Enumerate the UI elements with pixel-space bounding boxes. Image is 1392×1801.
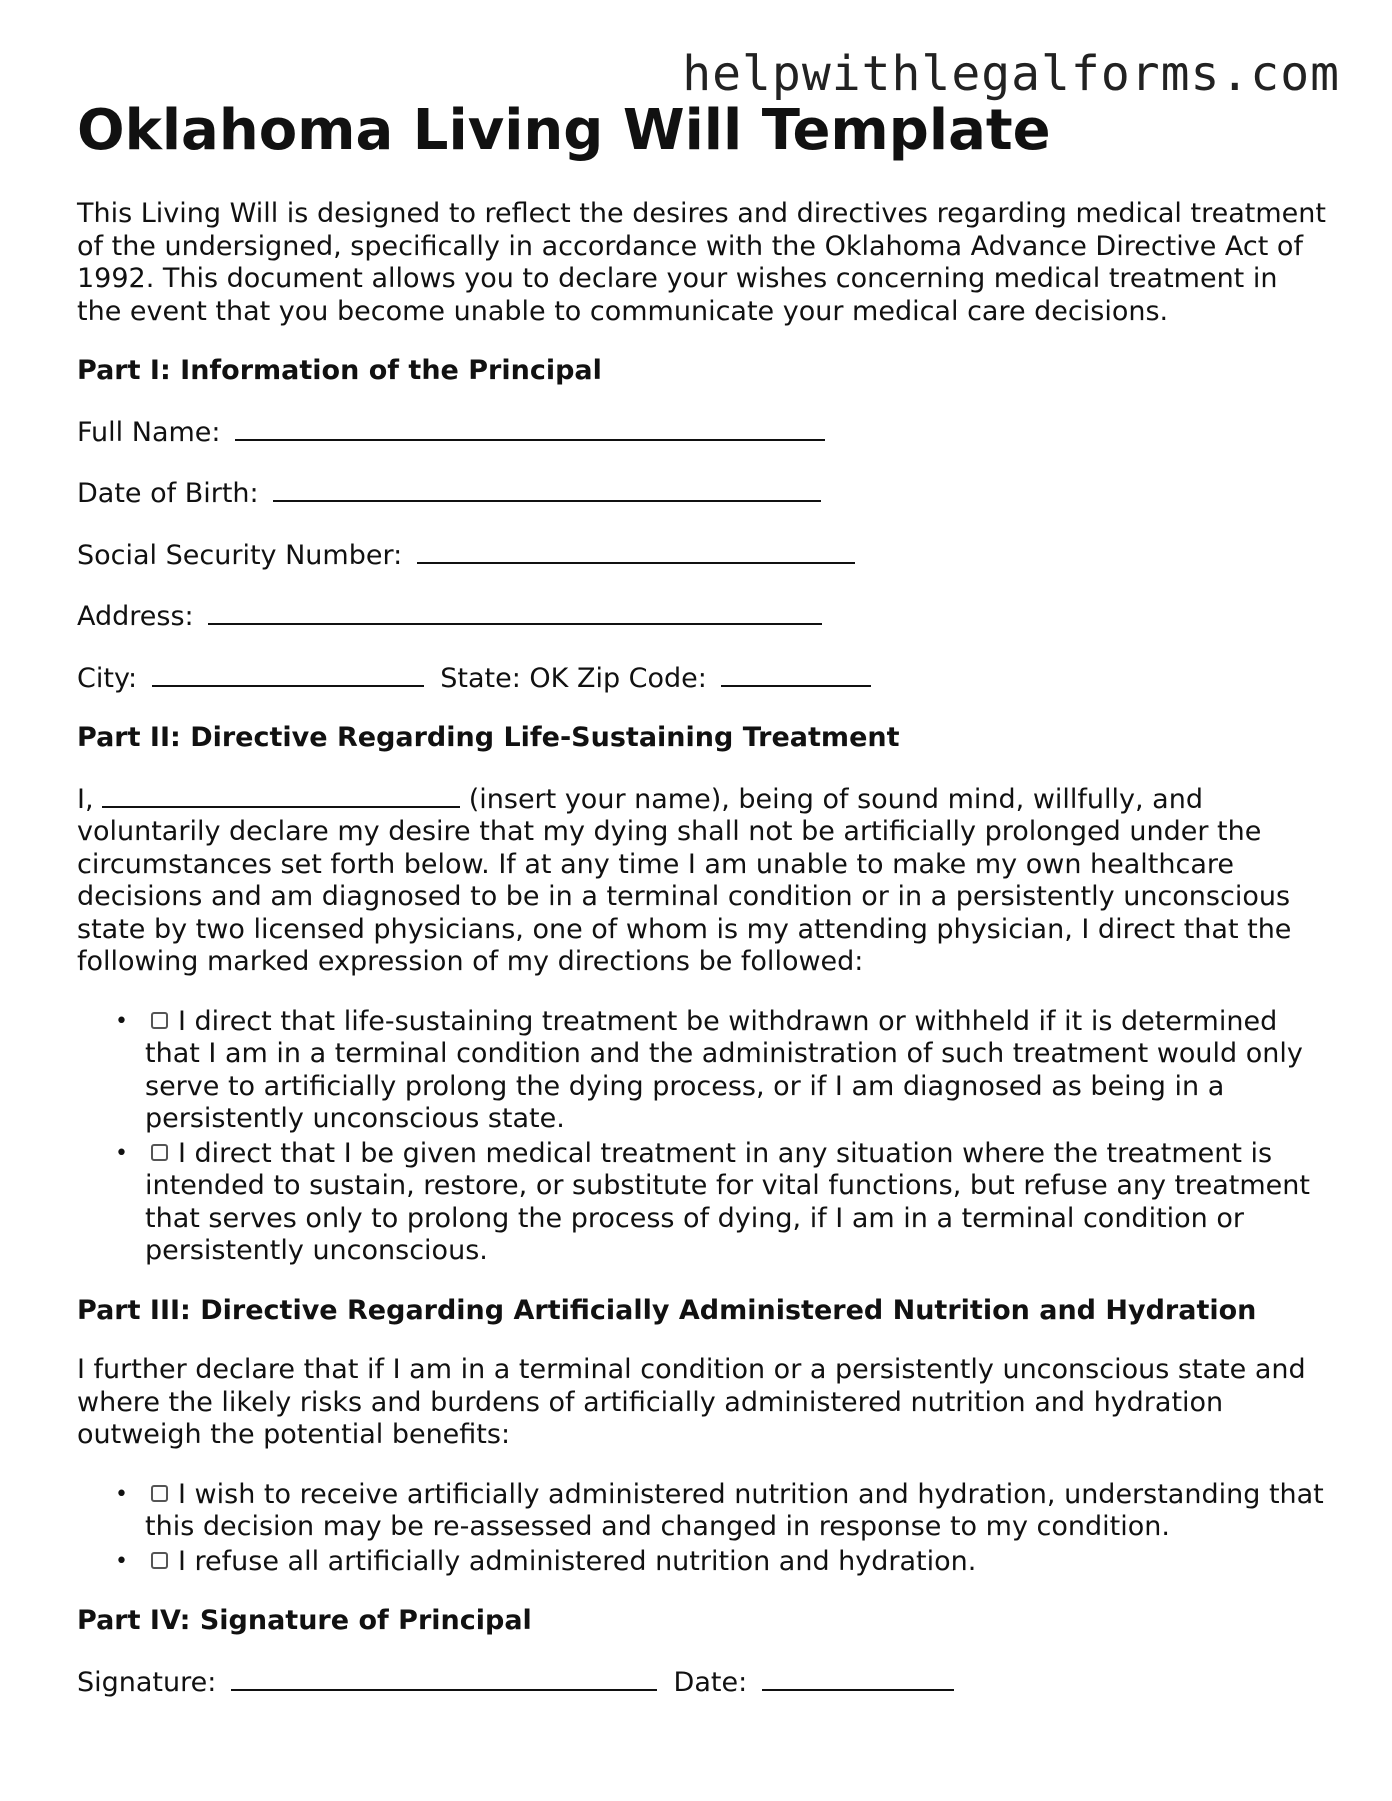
- full-name-field[interactable]: [235, 415, 825, 441]
- city-label: City:: [77, 662, 138, 694]
- option-text: I refuse all artificially administered nutrition and hydration.: [178, 1545, 977, 1577]
- part2-heading: Part II: Directive Regarding Life-Sustaining Treatment: [77, 722, 900, 753]
- part2-lead: I,: [77, 783, 94, 815]
- part2-options: [77, 1006, 1327, 1268]
- ssn-row: [77, 538, 1327, 573]
- dob-field[interactable]: [273, 476, 821, 502]
- document-title: Oklahoma Living Will Template: [77, 98, 1051, 163]
- site-watermark: helpwithlegalforms.com: [682, 46, 1340, 102]
- part3-options: [77, 1479, 1327, 1579]
- ssn-label: Social Security Number:: [77, 539, 403, 571]
- ssn-field[interactable]: [417, 538, 855, 564]
- checkbox-give-treatment[interactable]: [151, 1144, 168, 1161]
- part2-body: (insert your name), being of sound mind, willfully, and voluntarily declare my desire that my dying shall not be artificially prolonged under the circumstances set forth below. If at any time I am unable to make my own healthcare decisions and am diagnosed to be in a terminal condition or in a persistently unconscious state by two licensed physicians, one of whom is my attending physician, I direct that the following marked expression of my directions be followed:: [77, 783, 1292, 977]
- city-field[interactable]: [152, 661, 424, 687]
- list-item: [115, 1005, 1327, 1136]
- part1-heading: Part I: Information of the Principal: [77, 355, 602, 386]
- signature-field[interactable]: [231, 1665, 657, 1691]
- full-name-label: Full Name:: [77, 416, 221, 448]
- signature-label: Signature:: [77, 1666, 217, 1698]
- date-field[interactable]: [762, 1665, 954, 1691]
- list-item: [115, 1137, 1327, 1268]
- checkbox-withdraw-treatment[interactable]: [151, 1012, 168, 1029]
- dob-row: [77, 476, 1327, 511]
- list-item: [115, 1478, 1327, 1544]
- part4-heading: Part IV: Signature of Principal: [77, 1605, 532, 1636]
- declarant-name-field[interactable]: [102, 782, 460, 808]
- list-item: [115, 1545, 1327, 1579]
- checkbox-receive-nutrition[interactable]: [151, 1485, 168, 1502]
- full-name-row: [77, 415, 1327, 450]
- intro-paragraph: This Living Will is designed to reflect the desires and directives regarding medical treatment of the undersigned, specifically in accordance with the Oklahoma Advance Directive Act of 1992. This document allows you to declare your wishes concerning medical treatment in the event that you become unable to communicate your medical care decisions.: [77, 198, 1326, 327]
- option-text: I direct that I be given medical treatment in any situation where the treatment is intended to sustain, restore, or substitute for vital functions, but refuse any treatment that serves only to prolong the process of dying, if I am in a terminal condition or persistently unconscious.: [145, 1137, 1310, 1266]
- checkbox-refuse-nutrition[interactable]: [151, 1552, 168, 1569]
- address-label: Address:: [77, 601, 194, 632]
- dob-label: Date of Birth:: [77, 478, 259, 509]
- bullet-icon: •: [115, 1008, 128, 1034]
- address-row: [77, 599, 1327, 634]
- option-text: I direct that life-sustaining treatment be withdrawn or withheld if it is determined that I am in a terminal condition and the administration of such treatment would only serve to artificially prolong the dying process, or if I am diagnosed as being in a persistently unconscious state.: [145, 1005, 1303, 1134]
- part3-body: I further declare that if I am in a terminal condition or a persistently unconscious state and where the likely risks and burdens of artificially administered nutrition and hydration outweigh the potential benefits:: [77, 1354, 1306, 1450]
- document-page: [77, 96, 1327, 1726]
- option-text: I wish to receive artificially administered nutrition and hydration, understanding that this decision may be re-assessed and changed in response to my condition.: [145, 1478, 1324, 1542]
- zip-field[interactable]: [721, 661, 871, 687]
- part3-heading: Part III: Directive Regarding Artificially Administered Nutrition and Hydration: [77, 1294, 1257, 1326]
- part2-declaration: [77, 782, 1327, 979]
- city-state-zip-row: [77, 661, 1327, 696]
- bullet-icon: •: [115, 1481, 128, 1507]
- date-label: Date:: [673, 1666, 748, 1698]
- bullet-icon: •: [115, 1140, 128, 1166]
- state-label: State: OK: [440, 662, 569, 694]
- bullet-icon: •: [115, 1548, 128, 1574]
- zip-label: Zip Code:: [576, 662, 707, 694]
- signature-row: [77, 1665, 1327, 1700]
- address-field[interactable]: [208, 599, 822, 625]
